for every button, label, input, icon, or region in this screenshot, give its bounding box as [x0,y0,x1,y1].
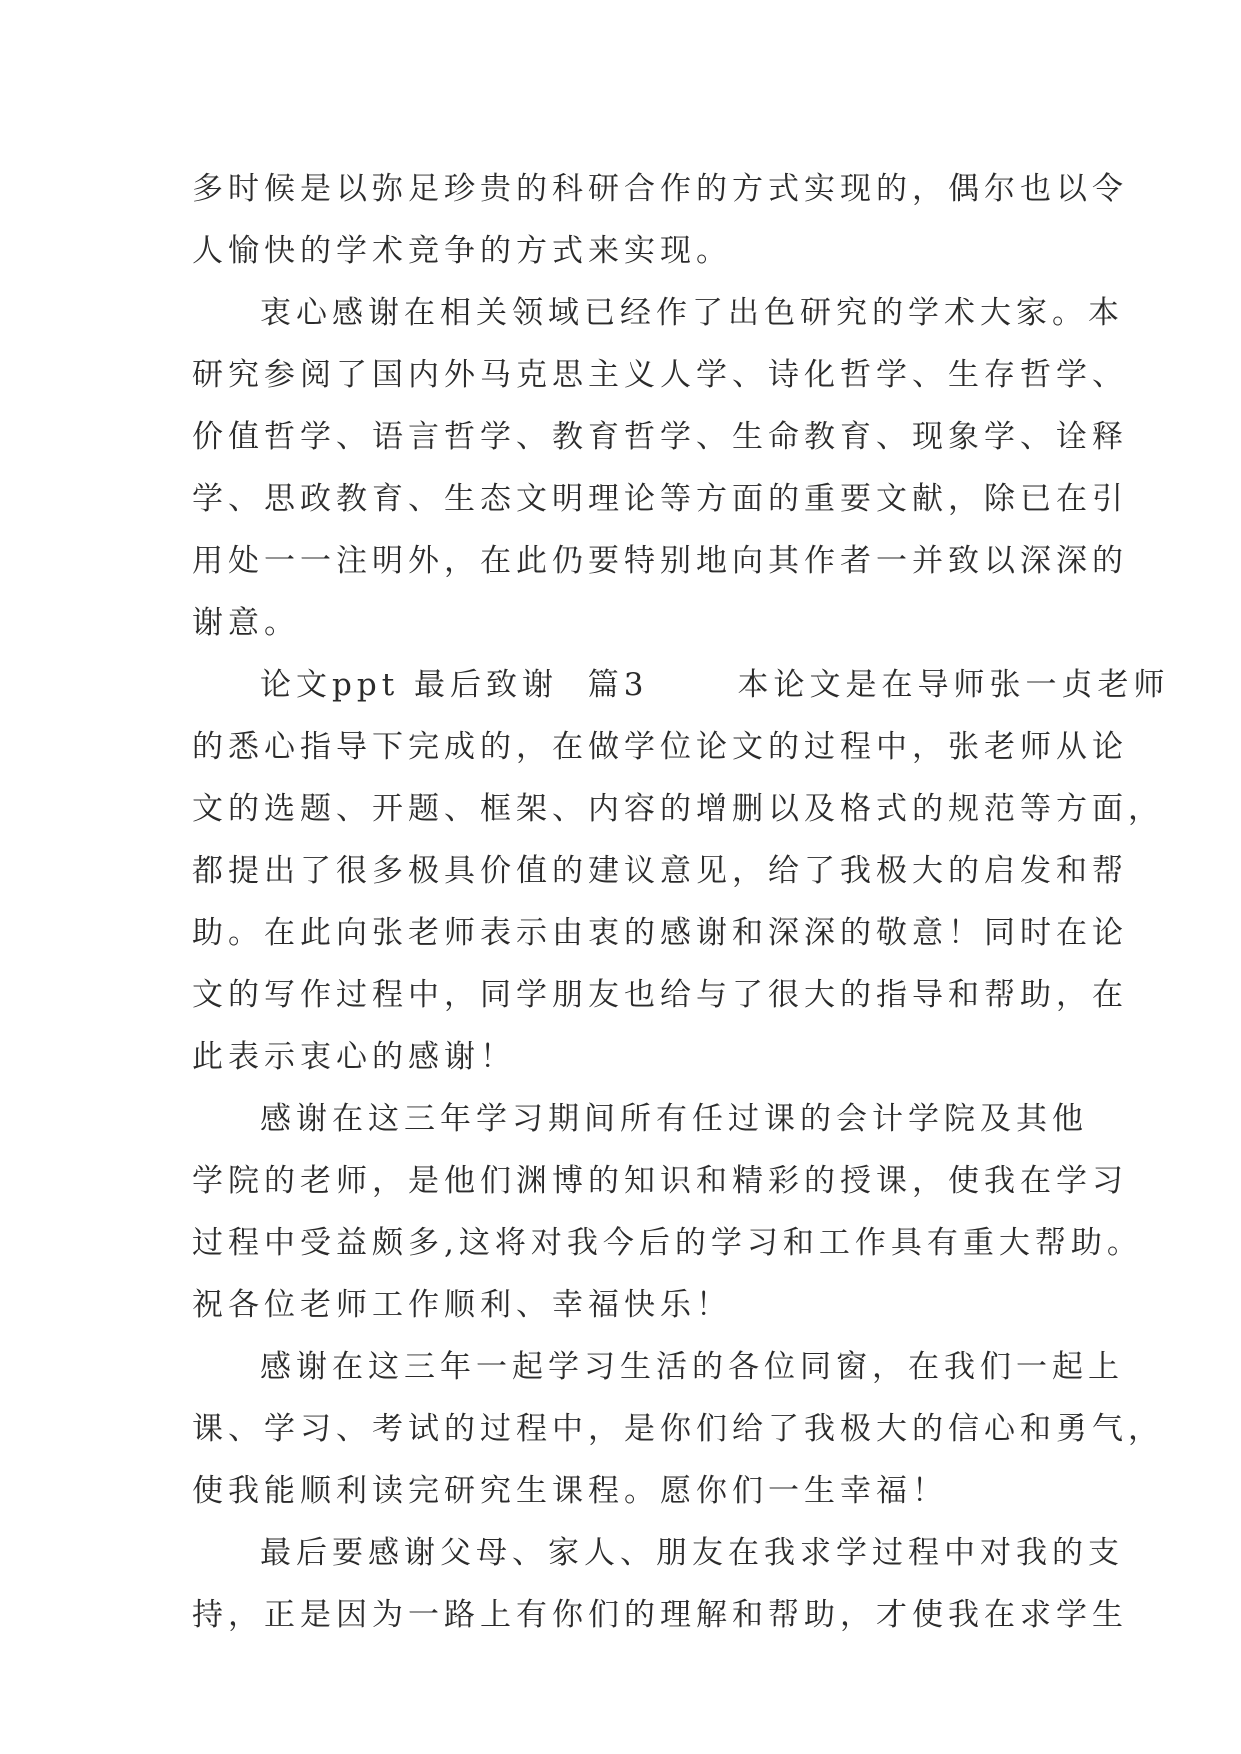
text-line: 感谢在这三年学习期间所有任过课的会计学院及其他 [260,1101,1088,1137]
text-line: 多时候是以弥足珍贵的科研合作的方式实现的，偶尔也以令 [192,171,1128,207]
text-line: 学、思政教育、生态文明理论等方面的重要文献，除已在引 [192,481,1128,517]
text-line: 过程中受益颇多,这将对我今后的学习和工作具有重大帮助。 [192,1225,1143,1261]
text-line: 研究参阅了国内外马克思主义人学、诗化哲学、生存哲学、 [192,357,1128,393]
text-line: 最后要感谢父母、家人、朋友在我求学过程中对我的支 [260,1535,1124,1571]
paragraph-5 [192,1336,1164,1522]
text-line: 文的选题、开题、框架、内容的增删以及格式的规范等方面， [192,791,1164,827]
text-line: 的悉心指导下完成的，在做学位论文的过程中，张老师从论 [192,729,1128,765]
text-line: 祝各位老师工作顺利、幸福快乐！ [192,1287,732,1323]
text-line: 使我能顺利读完研究生课程。愿你们一生幸福！ [192,1473,948,1509]
text-line: 助。在此向张老师表示由衷的感谢和深深的敬意！同时在论 [192,915,1128,951]
text-line: 用处一一注明外，在此仍要特别地向其作者一并致以深深的 [192,543,1128,579]
text-line: 此表示衷心的感谢！ [192,1039,516,1075]
text-line: 价值哲学、语言哲学、教育哲学、生命教育、现象学、诠释 [192,419,1128,455]
paragraph-6 [192,1522,1128,1646]
text-line: 都提出了很多极具价值的建议意见，给了我极大的启发和帮 [192,853,1128,889]
text-line: 论文ppt 最后致谢 篇3 本论文是在导师张一贞老师 [260,667,1170,703]
text-line: 课、学习、考试的过程中，是你们给了我极大的信心和勇气， [192,1411,1164,1447]
text-line: 文的写作过程中，同学朋友也给与了很大的指导和帮助，在 [192,977,1128,1013]
text-line: 谢意。 [192,605,300,641]
paragraph-2 [192,282,1128,654]
paragraph-3 [192,654,1170,1088]
paragraph-4 [192,1088,1143,1336]
text-line: 衷心感谢在相关领域已经作了出色研究的学术大家。本 [260,295,1124,331]
text-line: 感谢在这三年一起学习生活的各位同窗，在我们一起上 [260,1349,1124,1385]
paragraph-1 [192,158,1128,282]
text-line: 持，正是因为一路上有你们的理解和帮助，才使我在求学生 [192,1597,1128,1633]
text-line: 学院的老师，是他们渊博的知识和精彩的授课，使我在学习 [192,1163,1128,1199]
body-text [192,158,1170,1646]
text-line: 人愉快的学术竞争的方式来实现。 [192,233,732,269]
